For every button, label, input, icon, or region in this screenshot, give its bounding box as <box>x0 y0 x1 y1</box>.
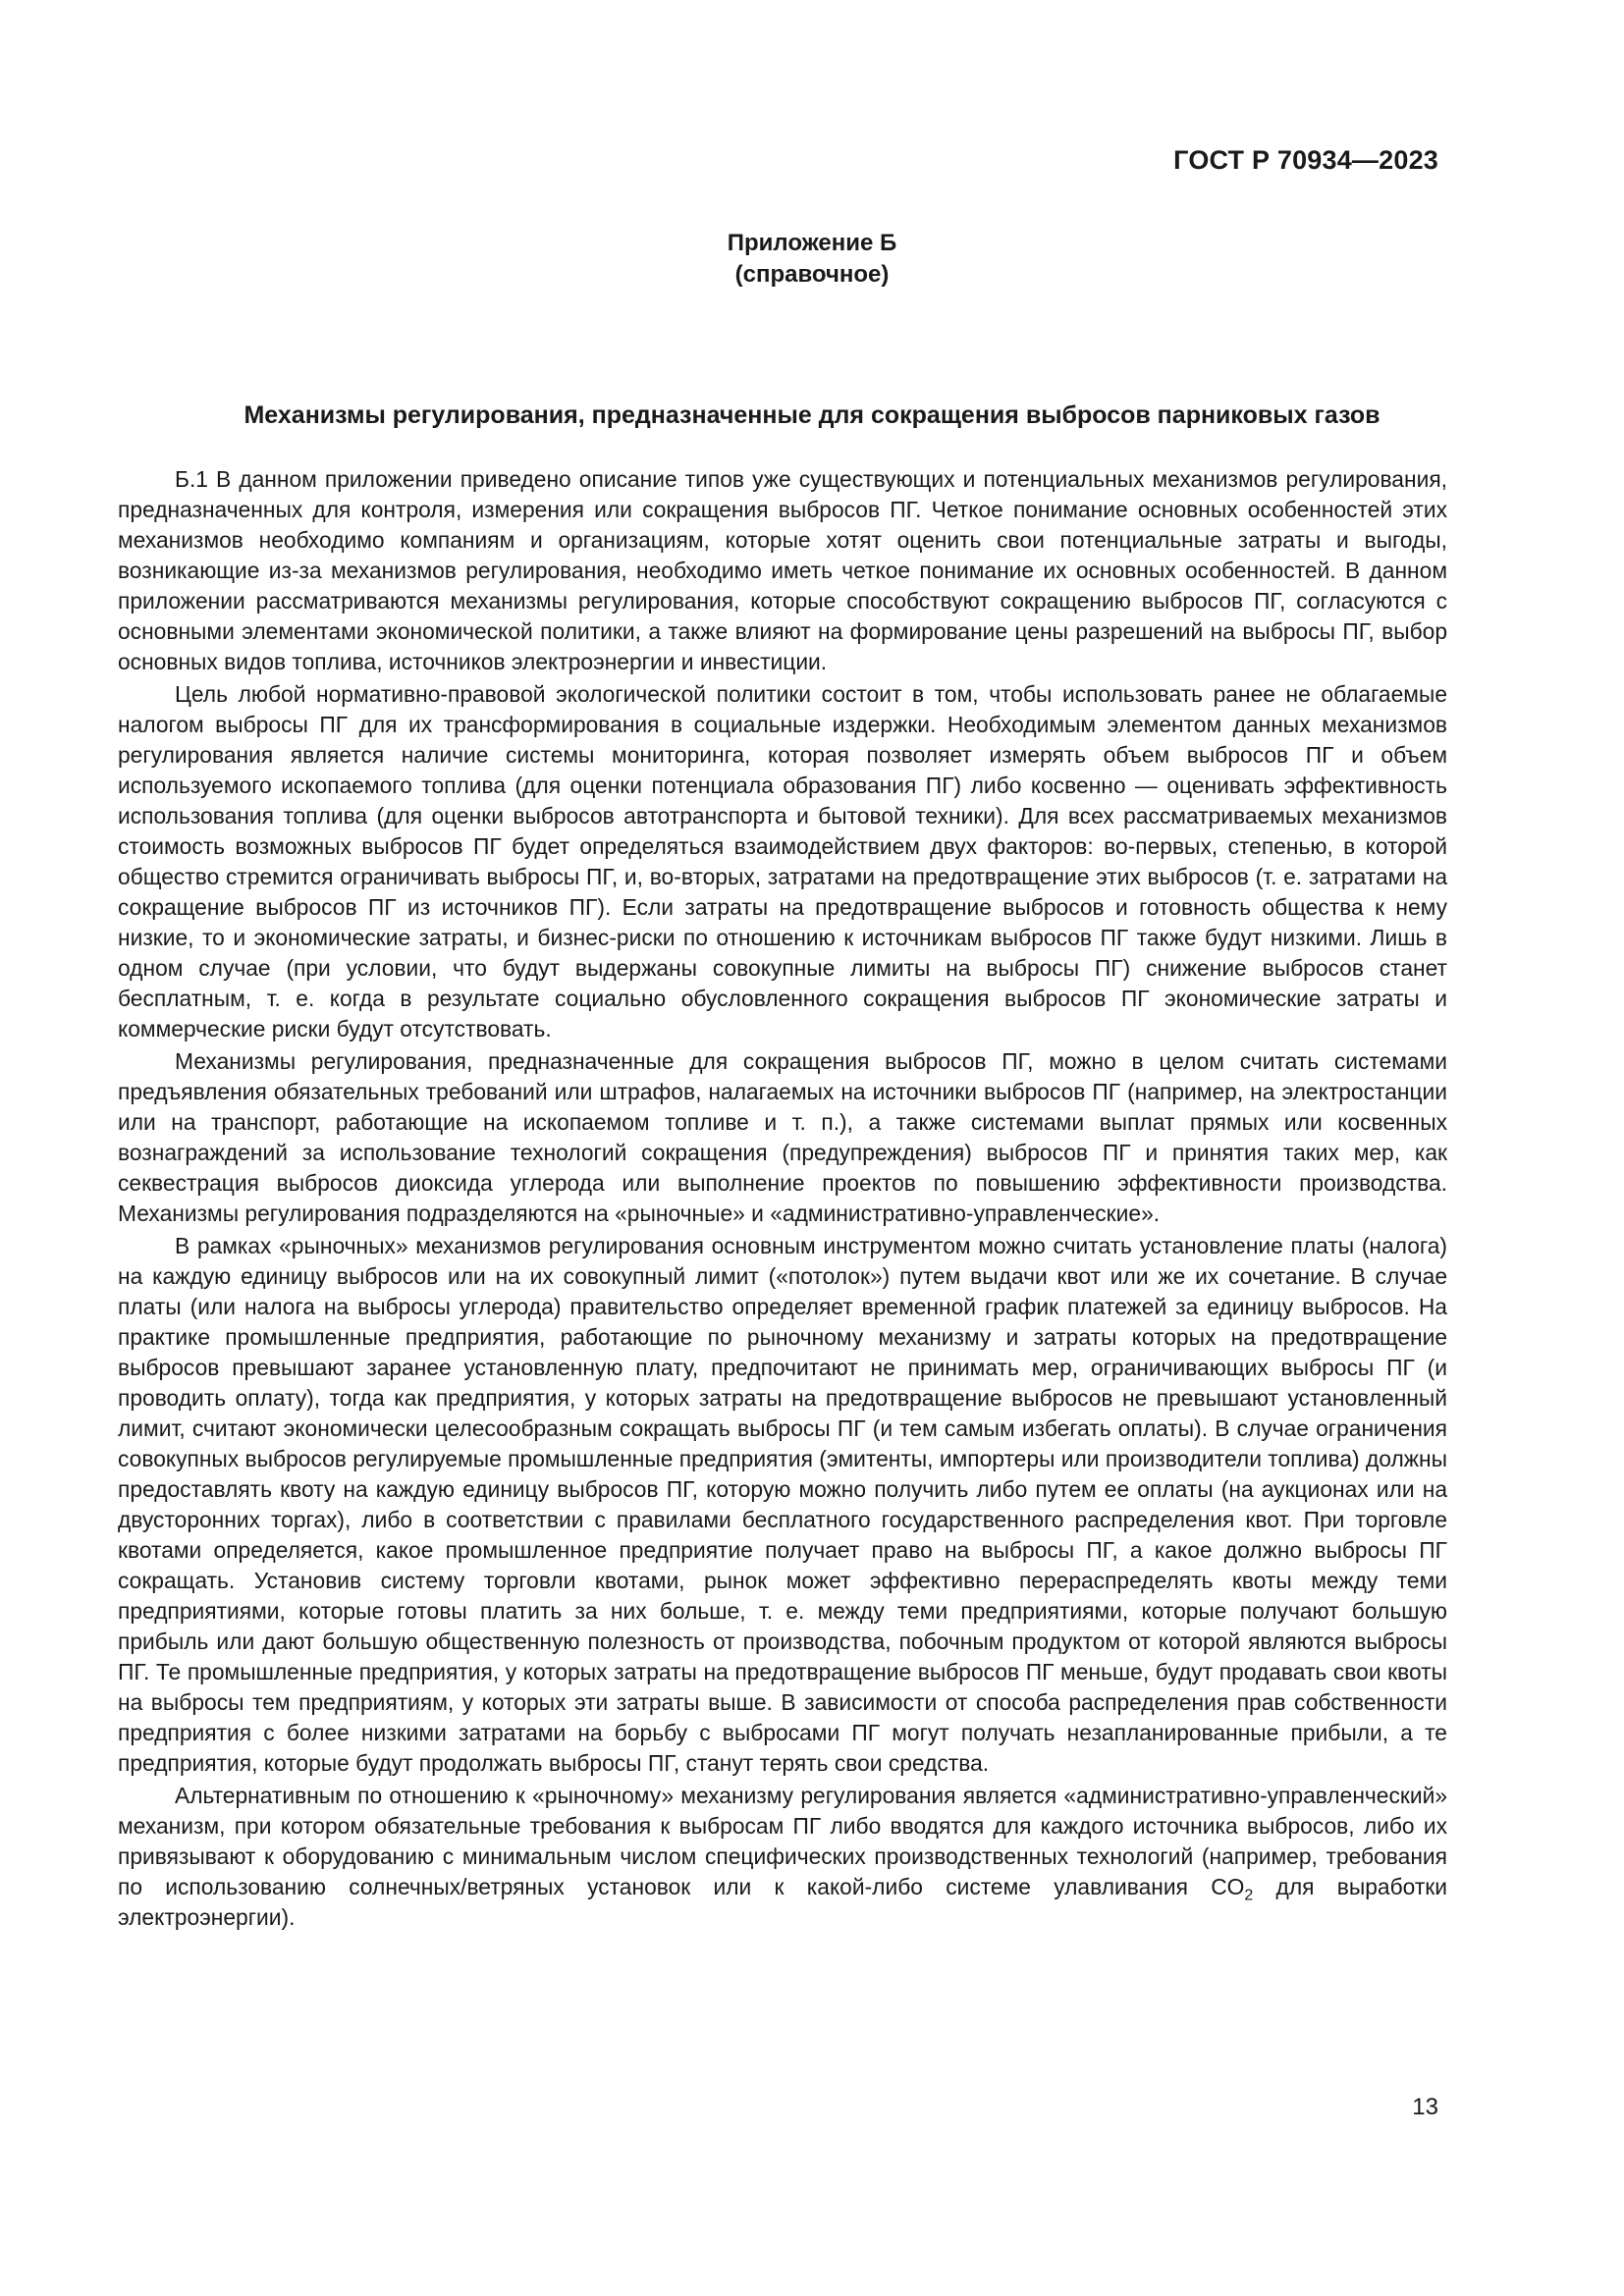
paragraph-last-text: Альтернативным по отношению к «рыночному» механизму регулирования является «административно-управленческий» механизм, при котором обязательные требования к выбросам ПГ либо вводятся для каждого источника выбросов, либо их привязывают к оборудованию с минимальным числом специфических производственных технологий (например, требования по использованию солнечных/ветряных установок или к какой-либо системе улавливания CO <box>118 1783 1447 1899</box>
paragraph-last-tail: для выработки электроэнергии). <box>118 1874 1447 1930</box>
co2-subscript: 2 <box>1244 1887 1254 1904</box>
body-text <box>118 464 1447 1935</box>
appendix-title: Приложение Б <box>727 230 897 256</box>
section-title: Механизмы регулирования, предназначенные для сокращения выбросов парниковых газов <box>244 401 1380 429</box>
paragraph: Б.1 В данном приложении приведено описание типов уже существующих и потенциальных механизмов регулирования, предназначенных для контроля, измерения или сокращения выбросов ПГ. Четкое понимание основных особенностей этих механизмов необходимо компаниям и организациям, которые хотят оценить свои потенциальные затраты и выгоды, возникающие из-за механизмов регулирования, необходимо иметь четкое понимание их основных особенностей. В данном приложении рассматриваются механизмы регулирования, которые способствуют сокращению выбросов ПГ, согласуются с основными элементами экономической политики, а также влияют на формирование цены разрешений на выбросы ПГ, выбор основных видов топлива, источников электроэнергии и инвестиции. <box>118 466 1447 674</box>
page-number: 13 <box>1412 2094 1438 2120</box>
document-code: ГОСТ Р 70934—2023 <box>1173 145 1438 175</box>
paragraph: Механизмы регулирования, предназначенные для сокращения выбросов ПГ, можно в целом считать системами предъявления обязательных требований или штрафов, налагаемых на источники выбросов ПГ (например, на электростанции или на транспорт, работающие на ископаемом топливе и т. п.), а также системами выплат прямых или косвенных вознаграждений за использование технологий сокращения (предупреждения) выбросов ПГ и принятия таких мер, как секвестрация выбросов диоксида углерода или выполнение проектов по повышению эффективности производства. Механизмы регулирования подразделяются на «рыночные» и «административно-управленческие». <box>118 1048 1447 1226</box>
paragraph: Цель любой нормативно-правовой экологической политики состоит в том, чтобы использовать ранее не облагаемые налогом выбросы ПГ для их трансформирования в социальные издержки. Необходимым элементом данных механизмов регулирования является наличие системы мониторинга, которая позволяет измерять объем выбросов ПГ и объем используемого ископаемого топлива (для оценки потенциала образования ПГ) либо косвенно — оценивать эффективность использования топлива (для оценки выбросов автотранспорта и бытовой техники). Для всех рассматриваемых механизмов стоимость возможных выбросов ПГ будет определяться взаимодействием двух факторов: во-первых, степенью, в которой общество стремится ограничивать выбросы ПГ, и, во-вторых, затратами на предотвращение этих выбросов (т. е. затратами на сокращение выбросов ПГ из источников ПГ). Если затраты на предотвращение выбросов и готовность общества к нему низкие, то и экономические затраты, и бизнес-риски по отношению к источникам выбросов ПГ также будут низкими. Лишь в одном случае (при условии, что будут выдержаны совокупные лимиты на выбросы ПГ) снижение выбросов станет бесплатным, т. е. когда в результате социально обусловленного сокращения выбросов ПГ экономические затраты и коммерческие риски будут отсутствовать. <box>118 681 1447 1041</box>
paragraph: В рамках «рыночных» механизмов регулирования основным инструментом можно считать установление платы (налога) на каждую единицу выбросов или на их совокупный лимит («потолок») путем выдачи квот или же их сочетание. В случае платы (или налога на выбросы углерода) правительство определяет временной график платежей за единицу выбросов. На практике промышленные предприятия, работающие по рыночному механизму и затраты которых на предотвращение выбросов превышают заранее установленную плату, предпочитают не принимать мер, ограничивающих выбросы ПГ (и проводить оплату), тогда как предприятия, у которых затраты на предотвращение выбросов не превышают установленный лимит, считают экономически целесообразным сокращать выбросы ПГ (и тем самым избегать оплаты). В случае ограничения совокупных выбросов регулируемые промышленные предприятия (эмитенты, импортеры или производители топлива) должны предоставлять квоту на каждую единицу выбросов ПГ, которую можно получить либо путем ее оплаты (на аукционах или на двусторонних торгах), либо в соответствии с правилами бесплатного государственного распределения квот. При торговле квотами определяется, какое промышленное предприятие получает право на выбросы ПГ, а какое должно выбросы ПГ сокращать. Установив систему торговли квотами, рынок может эффективно перераспределять квоты между теми предприятиями, которые готовы платить за них больше, т. е. между теми предприятиями, которые получают большую прибыль или дают большую общественную полезность от производства, побочным продуктом от которой являются выбросы ПГ. Те промышленные предприятия, у которых затраты на предотвращение выбросов ПГ меньше, будут продавать свои квоты на выбросы тем предприятиям, у которых эти затраты выше. В зависимости от способа распределения прав собственности предприятия с более низкими затратами на борьбу с выбросами ПГ могут получать незапланированные прибыли, а те предприятия, которые будут продолжать выбросы ПГ, станут терять свои средства. <box>118 1233 1447 1776</box>
appendix-heading <box>0 228 1624 291</box>
appendix-subtitle: (справочное) <box>734 261 890 288</box>
paragraph-last <box>118 1781 1447 1933</box>
